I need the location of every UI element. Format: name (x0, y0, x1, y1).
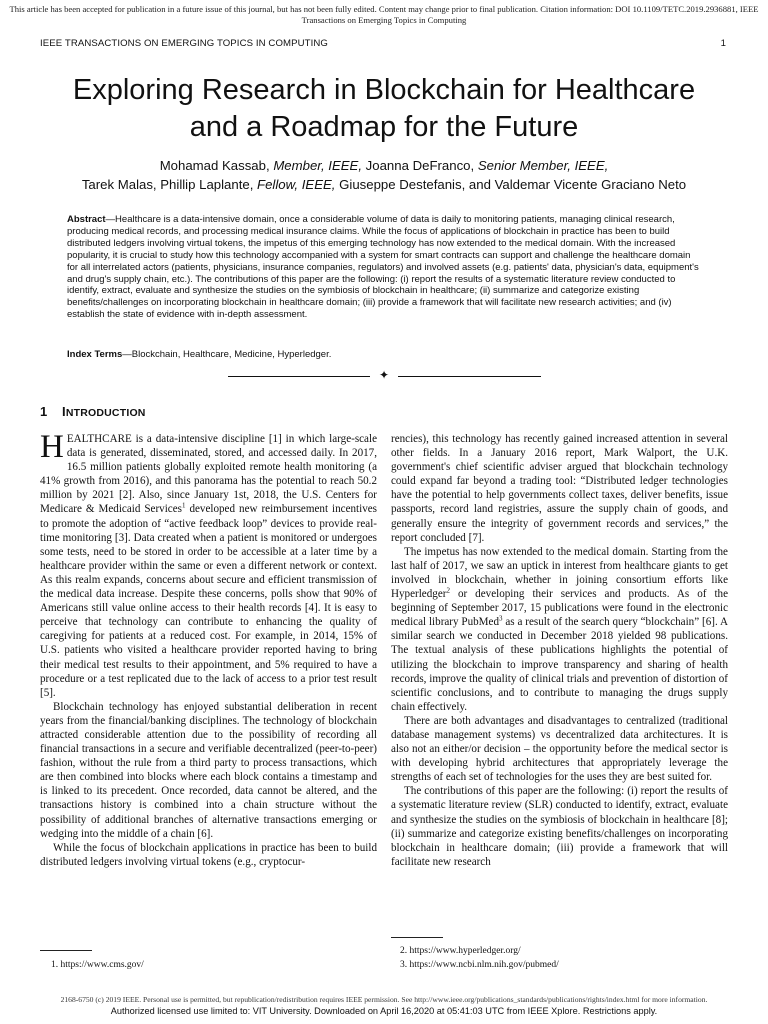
right-paragraph-2-text-a: The impetus has now extended to the medical domain. Starting from the last half of 2017, we saw an uptick in interest from healthcare giants to get involved in blockchain, whether in joining consortium efforts like Hyperledger (391, 545, 728, 601)
right-paragraph-1: rencies), this technology has recently gained increased attention in several other fields. In a January 2016 report, Mark Walport, the U.K. government's chief scientific adviser argued that blockchain technology could expand far beyond a trading tool: “Distributed ledger technologies have the potential to help governments collect taxes, deliver benefits, issue passports, record land registries, assure the supply chain of goods, and generally ensure the integrity of government records and services,” the report concluded [7]. (391, 433, 728, 544)
right-paragraph-2-text-b: or developing their services and products. As of the beginning of September 2017, 15 publications were found in the electronic medical library PubMed (391, 588, 728, 629)
abstract-text: —Healthcare is a data-intensive domain, once a considerable volume of data is daily to monitoring patients, managing clinical research, producing medical records, and processing medical insurance claims. While the focus of applications of blockchain in practice has been to build distributed ledgers involving virtual tokens, the impetus of this emerging technology has now extended to the medical domain. With the increased popularity, it is crucial to study how this technology accompanied with a system for smart contracts can support and challenge the healthcare domain for all interrelated actors (patients, physicians, insurance companies, regulators) and involved assets (e.g. patients' data, physician's data, equipment's and drug's supply chain, etc.). The contributions of this paper are the following: (i) report the results of a systematic literature review conducted to identify, extract, evaluate and synthesize the studies on the symbiosis of blockchain in healthcare; (ii) summarize and categorize existing benefits/challenges on incorporating blockchain in healthcare domain; (iii) provide a framework that will facilitate new research activities; and (iv) establish the state of evidence with in-depth assessment. (67, 214, 699, 321)
author-destefanis-neto: Giuseppe Destefanis, and Valdemar Vicente Graciano Neto (335, 177, 687, 192)
publication-notice-line2: Transactions on Emerging Topics in Computing (301, 15, 467, 25)
running-header-journal: IEEE TRANSACTIONS ON EMERGING TOPICS IN COMPUTING (40, 38, 328, 49)
paper-title-line2: and a Roadmap for the Future (189, 111, 579, 143)
publication-notice-line1: This article has been accepted for publication in a future issue of this journal, but has not been fully edited. Content may change prior to final publication. Citation information: DOI 10.1109/TETC.2019.2936881, IEEE (9, 4, 759, 14)
section-divider-left (228, 376, 370, 377)
footnote-2: 2. https://www.hyperledger.org/ (400, 946, 521, 956)
divider-ornament-icon: ✦ (378, 368, 390, 382)
left-paragraph-1 (40, 429, 377, 700)
section-title-initial: I (62, 404, 66, 419)
author-defranco-role: Senior Member, IEEE, (477, 158, 609, 173)
footnote-ref-2: 2 (446, 586, 450, 595)
index-terms-label: Index Terms (67, 349, 123, 360)
paper-title-line1: Exploring Research in Blockchain for Healthcare (72, 74, 696, 106)
left-column (40, 429, 377, 869)
drop-cap: H (40, 429, 64, 465)
publication-notice (0, 4, 768, 26)
drop-cap-smallcaps: EALTHCARE (66, 433, 132, 445)
author-kassab: Mohamad Kassab, (159, 158, 274, 173)
author-malas-laplante: Tarek Malas, Phillip Laplante, (81, 177, 258, 192)
footnote-ref-3: 3 (499, 614, 503, 623)
footnote-ref-1: 1 (181, 501, 186, 510)
right-column (391, 432, 728, 869)
index-terms-text: —Blockchain, Healthcare, Medicine, Hyperledger. (122, 349, 332, 360)
index-terms (67, 349, 331, 360)
footnote-3: 3. https://www.ncbi.nlm.nih.gov/pubmed/ (400, 960, 559, 970)
license-notice: Authorized licensed use limited to: VIT University. Downloaded on April 16,2020 at 05:41:03 UTC from IEEE Xplore. Restrictions apply. (110, 1006, 658, 1016)
abstract-label: Abstract (67, 214, 106, 225)
page-number: 1 (720, 38, 726, 49)
left-paragraph-3: While the focus of blockchain applications in practice has been to build distributed ledgers involving virtual tokens (e.g., cryptocur- (40, 841, 377, 868)
section-title-rest: NTRODUCTION (65, 407, 146, 419)
right-paragraph-3: There are both advantages and disadvantages to centralized (traditional database management systems) vs decentralized data architectures. It is also not an either/or decision – the opportunity before the medical sector is with developing hybrid architectures that appropriately leverage the strengths of each set of technologies for the uses they are best suited for. (391, 714, 728, 784)
author-laplante-role: Fellow, IEEE, (257, 177, 336, 192)
copyright-notice: 2168-6750 (c) 2019 IEEE. Personal use is permitted, but republication/redistribution requires IEEE permission. See http://www.ieee.org/publications_standards/publications/rights/index.html for more information. (60, 995, 708, 1004)
author-defranco: Joanna DeFranco, (362, 158, 478, 173)
right-paragraph-4: The contributions of this paper are the following: (i) report the results of a systematic literature review (SLR) conducted to identify, extract, evaluate and synthesize the studies on the symbiosis of blockchain in healthcare [8]; (ii) summarize and categorize existing benefits/challenges on incorporating blockchain in healthcare domain; (iii) provide a framework that will facilitate new research (391, 785, 728, 868)
left-paragraph-1-text-a: is a data-intensive discipline [1] in which large-scale data is generated, disseminated, stored, and accessed daily. In 2017, 16.5 million patients globally exploited remote health monitoring (a 41% growth from 2016), and this panorama has the potential to reach 50.2 million by 2021 [2]. Also, since January 1st, 2018, the U.S. Centers for Medicare & Medicaid Services (40, 433, 377, 516)
right-paragraph-2-text-c: as a result of the search query “blockchain” [6]. A similar search we conducted in December 2018 yielded 98 publications. The textual analysis of these publications highlights the potential of utilizing the blockchain to improve transparency and sharing of health records, improve the quality of clinical trials and prevention of distortion of scientific conclusions, and to contribute to managing the drugs supply chain effectively. (391, 616, 728, 713)
paper-title (0, 72, 768, 146)
right-paragraph-2 (391, 545, 728, 714)
left-paragraph-1-text-b: developed new reimbursement incentives to promote the adoption of “active feedback loop” devices to provide real-time monitoring [3]. Data created when a patient is monitored or undergoes some tests, need to be stored in order to be accessible at a later time by a healthcare provider within the same or even a different network or context. As this realm expands, concerns about secure and efficient transmission of the medical data increase. Despite these concerns, polls show that 90% of Americans still value online access to their health records [4]. It is easy to perceive that technology can contribute to enhancing the quality of caregiving for patients at a reduced cost. For example, in 2014, 15% of U.S. patients who visited a healthcare provider reported having to bring their medical test results to their appointment, and 5% required to have a procedure or a test replicated due to the lack of access to a prior test result [5]. (40, 503, 377, 699)
author-list (0, 156, 768, 194)
left-paragraph-2: Blockchain technology has enjoyed substantial deliberation in recent years from the financial/banking disciplines. The technology of blockchain attracted considerable attention due to the possibility of recording all financial transactions in a secure and verifiable decentralized (peer-to-peer) fashion, without the rule from a third party to process transactions, which are then combined into blocks where each block contains a timestamp and is linked to its precedent. Once recorded, data cannot be altered, and the transactions history is combined into a chain structure without the possibility of additional branches of alternative transactions emerging or wedging into the middle of a chain [6]. (40, 700, 377, 840)
section-divider-right (398, 376, 541, 377)
footnote-1: 1. https://www.cms.gov/ (51, 960, 144, 970)
section-number: 1 (40, 404, 48, 419)
author-kassab-role: Member, IEEE, (273, 158, 362, 173)
footnote-rule-left (40, 950, 92, 951)
abstract (67, 214, 701, 321)
section-heading (40, 404, 146, 419)
footnote-rule-right (391, 937, 443, 938)
